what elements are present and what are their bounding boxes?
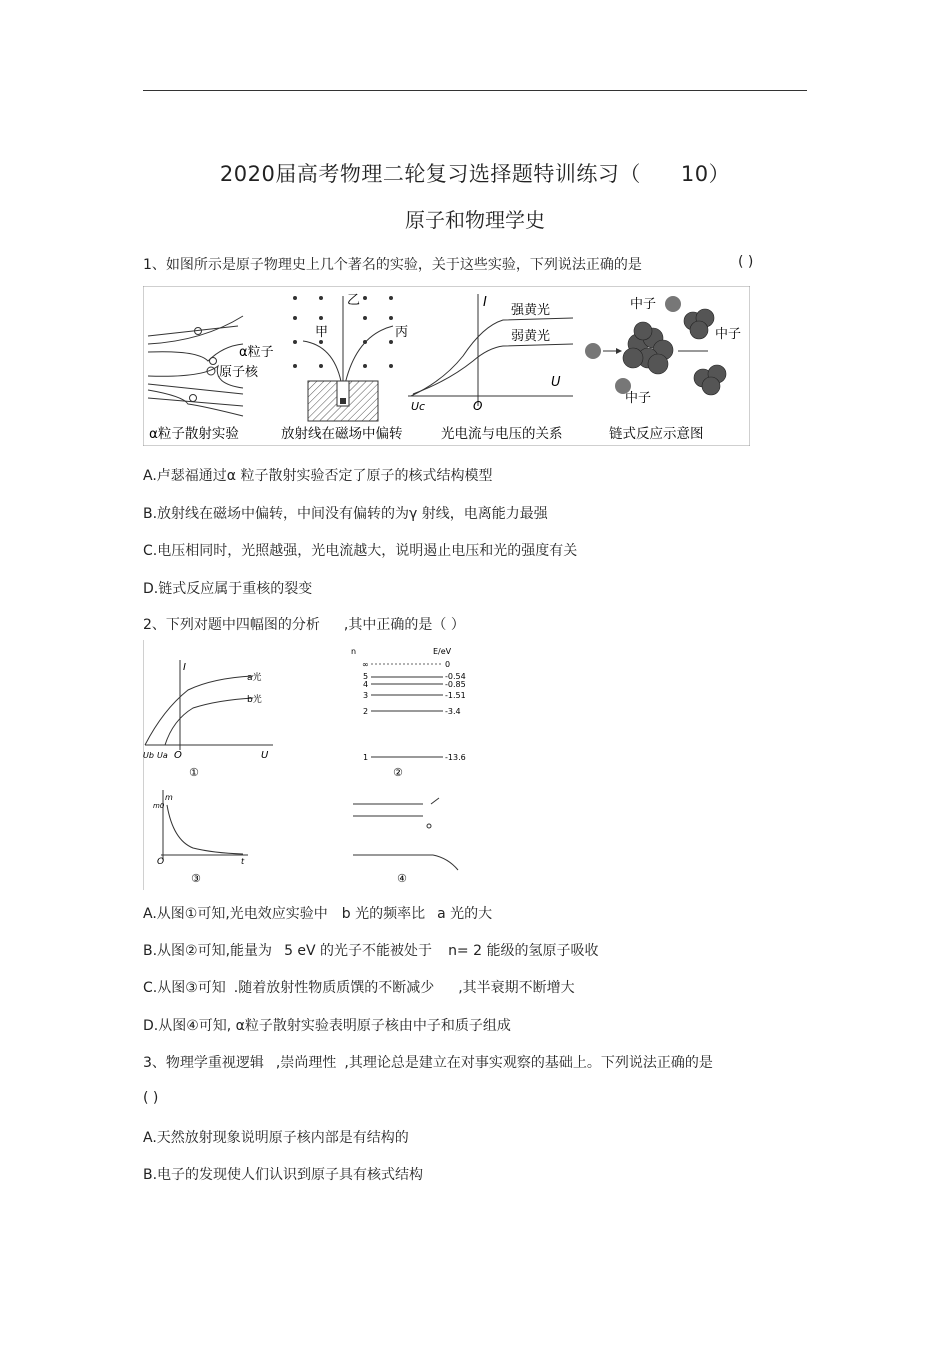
title-number: 10） (680, 162, 731, 186)
p3-m0-label: m0 (153, 802, 165, 810)
p3-O-label: O (157, 857, 165, 867)
q2-b-part3: 5 eV 的光子不能被处于 (284, 943, 433, 959)
q2-panel-3 (161, 790, 248, 860)
q3-option-b: B.电子的发现使人们认识到原子具有核式结构 (143, 1167, 424, 1183)
q2-panel-4 (353, 798, 458, 870)
q2-b-part4: n= 2 能级的氢原子吸收 (448, 943, 599, 959)
label-yi: 乙 (347, 293, 361, 308)
q2-a-part1: A.从图①可知 (143, 906, 226, 922)
q3-stem-part3: ,其理论总是建立在对事实观察的基础上。下列说法正确的是 (344, 1055, 713, 1071)
header-rule (143, 90, 807, 91)
label-stopping-voltage: Uc (411, 400, 426, 413)
p2-level-4-e: -0.85 (445, 680, 466, 689)
q2-figure (143, 640, 483, 890)
q2-c-part3: ,其半衰期不断增大 (458, 980, 575, 996)
label-neutron-top: 中子 (630, 297, 657, 312)
caption-alpha-scattering: α粒子散射实验 (149, 426, 239, 442)
q1-stem (143, 254, 642, 274)
q2-a-part2: ,光电效应实验中 (225, 906, 328, 922)
q2-d-part2: , α粒子散射实验表明原子核由中子和质子组成 (226, 1018, 511, 1034)
p2-level-3-n: 3 (363, 691, 369, 700)
q2-option-c (143, 977, 575, 997)
q3-stem (143, 1052, 713, 1072)
p4-number: ④ (397, 872, 407, 885)
q3-answer-paren: ( ) (143, 1090, 159, 1106)
q2-b-part1: B.从图②可知 (143, 943, 226, 959)
label-bing: 丙 (395, 325, 409, 340)
q2-c-part2: .随着放射性物质质馔的不断减少 (233, 980, 435, 996)
p1-number: ① (189, 766, 199, 779)
q2-a-part3: b 光的频率比 (341, 906, 426, 922)
p2-level-2-e: -3.4 (445, 707, 461, 716)
p2-level-5-n: 5 (363, 672, 369, 681)
p2-level-inf-n: ∞ (362, 660, 369, 669)
p2-level-4-n: 4 (363, 680, 369, 689)
p2-level-1-e: -13.6 (445, 753, 466, 762)
q1-figure (143, 286, 750, 446)
q1-option-a: A.卢瑟福通过α 粒子散射实验否定了原子的核式结构模型 (143, 468, 493, 484)
q1-answer-paren: ( ) (738, 254, 754, 270)
p3-t-label: t (241, 857, 245, 866)
label-current-axis: I (483, 295, 487, 310)
p1-Ua-label: Ua (157, 751, 168, 760)
q2-option-b (143, 940, 598, 960)
label-jia: 甲 (315, 325, 329, 340)
label-neutron-bottom: 中子 (625, 391, 652, 406)
q2-b-part2: ,能量为 (225, 943, 273, 959)
p2-level-5-e: -0.54 (445, 672, 466, 681)
caption-chain-reaction: 链式反应示意图 (609, 426, 704, 442)
q2-d-part1: D.从图④可知 (143, 1018, 227, 1034)
q2-option-d (143, 1015, 511, 1035)
q1-option-d: D.链式反应属于重核的裂变 (143, 581, 313, 597)
q1-option-c: C.电压相同时，光照越强，光电流越大，说明遏止电压和光的强度有关 (143, 543, 578, 559)
q3-stem-part2: ,崇尚理性 (275, 1055, 337, 1071)
p4-nucleus-dot (427, 824, 431, 828)
q2-stem (143, 614, 465, 634)
p1-I-label: I (183, 662, 186, 673)
q2-option-a (143, 903, 492, 923)
q2-a-part4: a 光的大 (437, 906, 493, 922)
p2-level-inf-e: 0 (445, 660, 451, 669)
p2-level-3-e: -1.51 (445, 691, 466, 700)
p2-n-header: n (351, 647, 357, 656)
q2-stem-text: 2、下列对题中四幅图的分析 (143, 617, 320, 633)
p1-b-light-label: b光 (247, 695, 262, 705)
label-neutron-right: 中子 (715, 327, 742, 342)
label-alpha-particle: α粒子 (239, 345, 274, 360)
caption-radiation-deflection: 放射线在磁场中偏转 (281, 426, 403, 442)
page-subtitle: 原子和物理学史 (405, 208, 545, 232)
q2-c-part1: C.从图③可知 (143, 980, 226, 996)
p3-number: ③ (191, 872, 201, 885)
label-strong-light: 强黄光 (511, 303, 551, 318)
label-voltage-axis: U (551, 375, 561, 390)
caption-photocurrent-voltage: 光电流与电压的关系 (441, 426, 563, 442)
p2-number: ② (393, 766, 403, 779)
p1-U-label: U (261, 750, 269, 761)
page-title (0, 158, 950, 188)
p1-O-label: O (174, 750, 182, 761)
p2-level-2-n: 2 (363, 707, 369, 716)
q3-option-a: A.天然放射现象说明原子核内部是有结构的 (143, 1130, 409, 1146)
label-origin: O (473, 399, 483, 413)
p1-Ub-label: Ub (143, 751, 154, 760)
label-weak-light: 弱黄光 (511, 329, 551, 344)
p1-a-light-label: a光 (247, 673, 262, 683)
p3-m-label: m (165, 793, 173, 802)
p2-E-header: E/eV (433, 647, 452, 656)
q2-stem-tail: ,其中正确的是（ ） (343, 617, 465, 633)
q1-stem-text: 1、如图所示是原子物理史上几个著名的实验，关于这些实验，下列说法正确的是 (143, 257, 642, 273)
q1-option-b: B.放射线在磁场中偏转，中间没有偏转的为γ 射线，电离能力最强 (143, 506, 548, 522)
p2-level-1-n: 1 (363, 753, 369, 762)
q3-stem-part1: 3、物理学重视逻辑 (143, 1055, 264, 1071)
label-nucleus: 原子核 (219, 365, 259, 380)
title-main: 2020届高考物理二轮复习选择题特训练习（ (219, 162, 641, 186)
